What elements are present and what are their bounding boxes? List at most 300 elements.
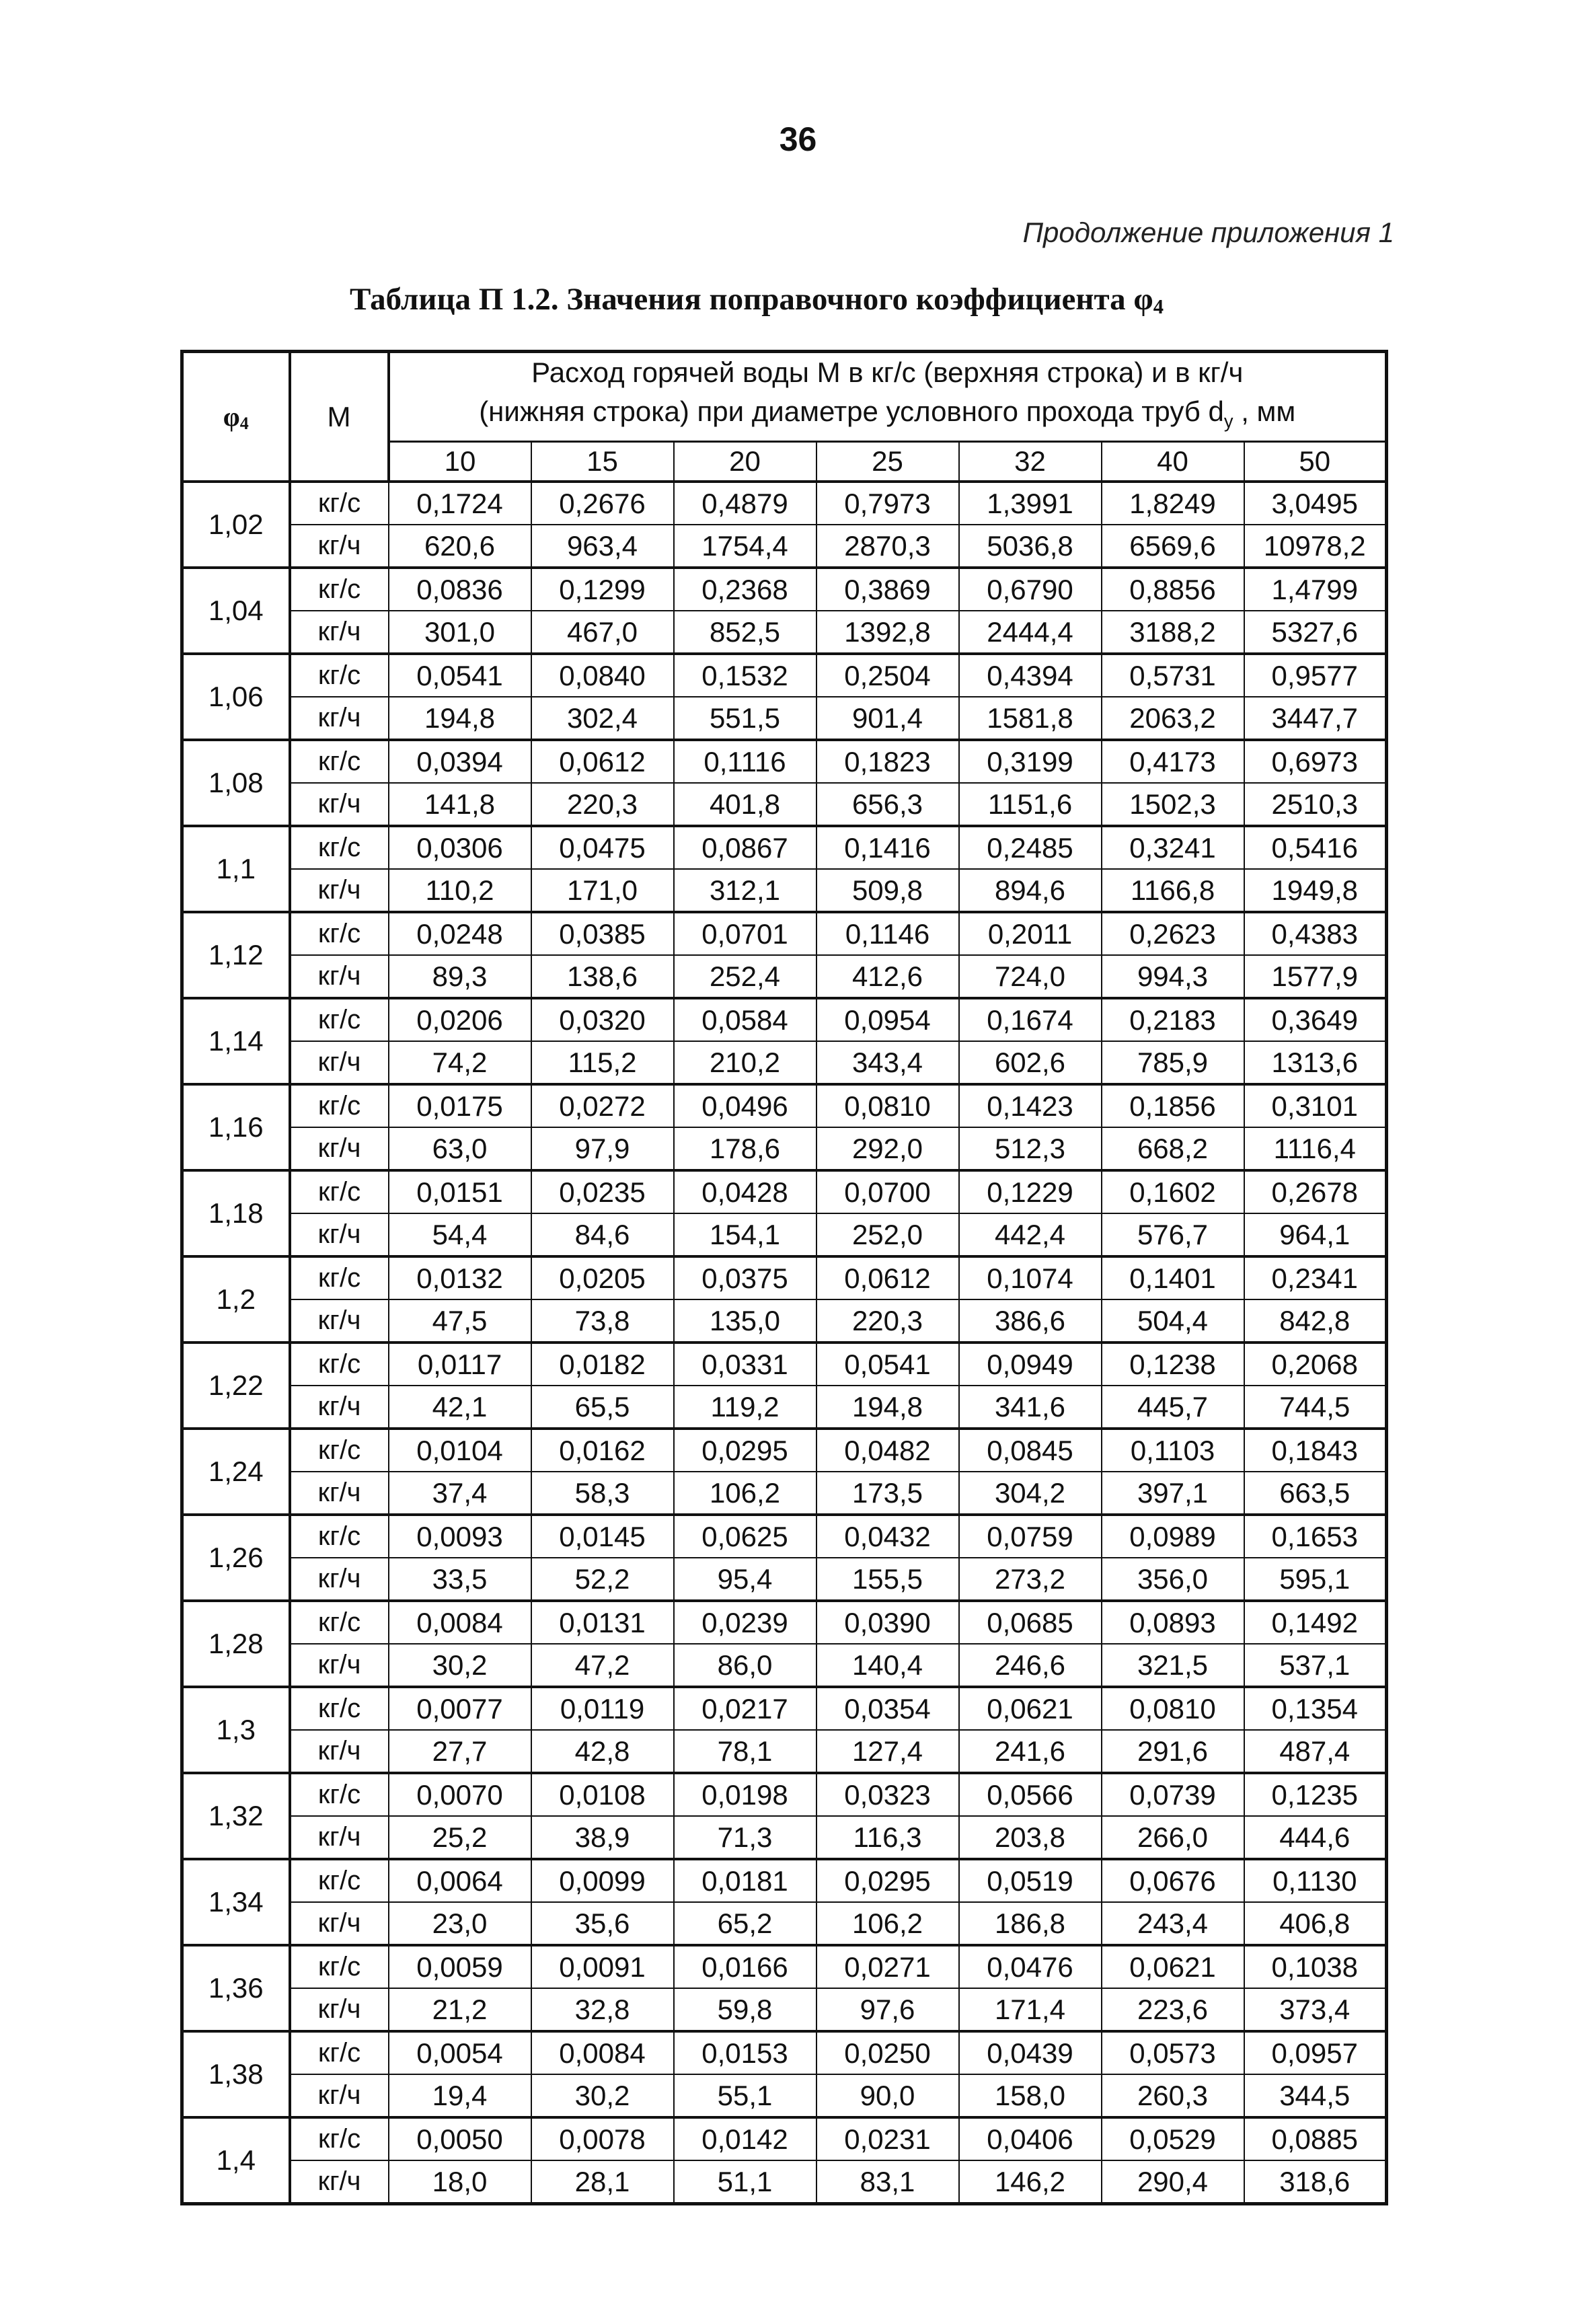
value-cell-kgs: 0,0272: [531, 1084, 674, 1127]
unit-cell-kgh: кг/ч: [290, 2160, 389, 2204]
value-cell-kgh: 252,0: [816, 1213, 959, 1256]
value-cell-kgs: 0,6790: [959, 568, 1102, 611]
unit-cell-kgh: кг/ч: [290, 1730, 389, 1773]
phi-value-cell: 1,16: [182, 1084, 290, 1170]
value-cell-kgs: 0,0131: [531, 1601, 674, 1644]
value-cell-kgs: 0,1116: [674, 740, 816, 783]
value-cell-kgh: 42,8: [531, 1730, 674, 1773]
value-cell-kgh: 373,4: [1244, 1988, 1387, 2031]
value-cell-kgs: 0,1238: [1102, 1343, 1244, 1386]
value-cell-kgs: 0,0099: [531, 1859, 674, 1902]
value-cell-kgh: 106,2: [816, 1902, 959, 1945]
value-cell-kgs: 0,1843: [1244, 1429, 1387, 1472]
table-row-kgh: [182, 783, 1387, 826]
value-cell-kgh: 71,3: [674, 1816, 816, 1859]
value-cell-kgh: 551,5: [674, 697, 816, 740]
value-cell-kgs: 0,0701: [674, 912, 816, 955]
value-cell-kgs: 0,0482: [816, 1429, 959, 1472]
diameter-header-cell: 15: [531, 442, 674, 482]
value-cell-kgs: 0,0104: [389, 1429, 531, 1472]
value-cell-kgs: 0,1416: [816, 826, 959, 869]
unit-cell-kgh: кг/ч: [290, 955, 389, 998]
value-cell-kgh: 576,7: [1102, 1213, 1244, 1256]
value-cell-kgh: 273,2: [959, 1558, 1102, 1601]
correction-coefficient-table: [180, 350, 1388, 2205]
value-cell-kgh: 964,1: [1244, 1213, 1387, 1256]
phi-value-cell: 1,02: [182, 482, 290, 568]
value-cell-kgh: 106,2: [674, 1472, 816, 1515]
value-cell-kgs: 0,9577: [1244, 654, 1387, 697]
value-cell-kgs: 0,0175: [389, 1084, 531, 1127]
value-cell-kgh: 25,2: [389, 1816, 531, 1859]
value-cell-kgh: 1577,9: [1244, 955, 1387, 998]
value-cell-kgh: 302,4: [531, 697, 674, 740]
table-row-kgs: [182, 1084, 1387, 1127]
value-cell-kgs: 0,7973: [816, 482, 959, 525]
value-cell-kgh: 2870,3: [816, 525, 959, 568]
phi-column-header: [182, 352, 290, 482]
phi-value-cell: 1,34: [182, 1859, 290, 1945]
value-cell-kgh: 1166,8: [1102, 869, 1244, 912]
value-cell-kgh: 620,6: [389, 525, 531, 568]
value-cell-kgh: 445,7: [1102, 1386, 1244, 1429]
value-cell-kgh: 155,5: [816, 1558, 959, 1601]
phi-value-cell: 1,4: [182, 2117, 290, 2204]
value-cell-kgh: 54,4: [389, 1213, 531, 1256]
value-cell-kgh: 5327,6: [1244, 611, 1387, 654]
unit-cell-kgh: кг/ч: [290, 525, 389, 568]
table-row-kgs: [182, 482, 1387, 525]
table-row-kgs: [182, 998, 1387, 1041]
value-cell-kgh: 186,8: [959, 1902, 1102, 1945]
value-cell-kgh: 58,3: [531, 1472, 674, 1515]
value-cell-kgs: 0,0198: [674, 1773, 816, 1816]
value-cell-kgs: 0,1229: [959, 1170, 1102, 1213]
table-row-kgs: [182, 1601, 1387, 1644]
phi-value-cell: 1,12: [182, 912, 290, 998]
phi-value-cell: 1,24: [182, 1429, 290, 1515]
value-cell-kgs: 0,1401: [1102, 1256, 1244, 1299]
value-cell-kgs: 0,0375: [674, 1256, 816, 1299]
value-cell-kgs: 0,0050: [389, 2117, 531, 2160]
value-cell-kgh: 178,6: [674, 1127, 816, 1170]
unit-cell-kgh: кг/ч: [290, 1902, 389, 1945]
diameter-header-cell: 20: [674, 442, 816, 482]
table-row-kgs: [182, 1515, 1387, 1558]
value-cell-kgh: 203,8: [959, 1816, 1102, 1859]
table-row-kgs: [182, 654, 1387, 697]
value-cell-kgh: 668,2: [1102, 1127, 1244, 1170]
value-cell-kgs: 0,1299: [531, 568, 674, 611]
table-title-symbol-sub: 4: [1153, 295, 1164, 319]
value-cell-kgs: 0,0810: [1102, 1687, 1244, 1730]
value-cell-kgs: 0,1724: [389, 482, 531, 525]
value-cell-kgs: 0,1674: [959, 998, 1102, 1041]
value-cell-kgs: 0,6973: [1244, 740, 1387, 783]
m-column-header: М: [290, 352, 389, 482]
unit-cell-kgs: кг/с: [290, 1945, 389, 1988]
table-row-kgs: [182, 1429, 1387, 1472]
value-cell-kgh: 30,2: [389, 1644, 531, 1687]
value-cell-kgs: 0,0394: [389, 740, 531, 783]
table-title: [350, 281, 1164, 319]
diameter-header-cell: 32: [959, 442, 1102, 482]
value-cell-kgs: 0,0320: [531, 998, 674, 1041]
value-cell-kgs: 0,1074: [959, 1256, 1102, 1299]
value-cell-kgh: 442,4: [959, 1213, 1102, 1256]
value-cell-kgh: 509,8: [816, 869, 959, 912]
value-cell-kgh: 51,1: [674, 2160, 816, 2204]
value-cell-kgh: 602,6: [959, 1041, 1102, 1084]
value-cell-kgs: 0,4879: [674, 482, 816, 525]
table-row-kgh: [182, 869, 1387, 912]
value-cell-kgh: 194,8: [816, 1386, 959, 1429]
value-cell-kgs: 0,0428: [674, 1170, 816, 1213]
value-cell-kgh: 10978,2: [1244, 525, 1387, 568]
value-cell-kgh: 30,2: [531, 2074, 674, 2117]
unit-cell-kgs: кг/с: [290, 1084, 389, 1127]
value-cell-kgh: 223,6: [1102, 1988, 1244, 2031]
value-cell-kgh: 487,4: [1244, 1730, 1387, 1773]
value-cell-kgs: 0,0306: [389, 826, 531, 869]
value-cell-kgh: 412,6: [816, 955, 959, 998]
unit-cell-kgh: кг/ч: [290, 1386, 389, 1429]
value-cell-kgh: 59,8: [674, 1988, 816, 2031]
value-cell-kgh: 406,8: [1244, 1902, 1387, 1945]
value-cell-kgs: 0,0519: [959, 1859, 1102, 1902]
value-cell-kgh: 35,6: [531, 1902, 674, 1945]
page-number: 36: [779, 120, 817, 158]
table-row-kgh: [182, 1386, 1387, 1429]
value-cell-kgh: 386,6: [959, 1299, 1102, 1343]
value-cell-kgs: 0,0217: [674, 1687, 816, 1730]
value-cell-kgh: 341,6: [959, 1386, 1102, 1429]
value-cell-kgs: 0,0529: [1102, 2117, 1244, 2160]
table-row-kgs: [182, 568, 1387, 611]
value-cell-kgs: 0,0949: [959, 1343, 1102, 1386]
phi-value-cell: 1,14: [182, 998, 290, 1084]
unit-cell-kgh: кг/ч: [290, 1127, 389, 1170]
value-cell-kgh: 291,6: [1102, 1730, 1244, 1773]
value-cell-kgs: 0,1653: [1244, 1515, 1387, 1558]
value-cell-kgh: 52,2: [531, 1558, 674, 1601]
diameter-header-cell: 40: [1102, 442, 1244, 482]
value-cell-kgs: 0,0235: [531, 1170, 674, 1213]
table-row-kgs: [182, 1687, 1387, 1730]
value-cell-kgh: 115,2: [531, 1041, 674, 1084]
value-cell-kgs: 0,2011: [959, 912, 1102, 955]
value-cell-kgh: 266,0: [1102, 1816, 1244, 1859]
value-cell-kgs: 0,0759: [959, 1515, 1102, 1558]
value-cell-kgh: 23,0: [389, 1902, 531, 1945]
value-cell-kgs: 0,0295: [816, 1859, 959, 1902]
table-row-kgh: [182, 1558, 1387, 1601]
value-cell-kgh: 21,2: [389, 1988, 531, 2031]
value-cell-kgh: 537,1: [1244, 1644, 1387, 1687]
value-cell-kgs: 0,2068: [1244, 1343, 1387, 1386]
value-cell-kgh: 444,6: [1244, 1816, 1387, 1859]
table-row-kgh: [182, 1041, 1387, 1084]
table-row-kgh: [182, 525, 1387, 568]
flow-rate-header: [389, 352, 1387, 442]
value-cell-kgs: 0,0119: [531, 1687, 674, 1730]
value-cell-kgh: 1502,3: [1102, 783, 1244, 826]
value-cell-kgs: 0,0108: [531, 1773, 674, 1816]
value-cell-kgh: 74,2: [389, 1041, 531, 1084]
value-cell-kgh: 1949,8: [1244, 869, 1387, 912]
value-cell-kgs: 0,0573: [1102, 2031, 1244, 2074]
value-cell-kgh: 116,3: [816, 1816, 959, 1859]
value-cell-kgs: 0,2623: [1102, 912, 1244, 955]
table-row-kgs: [182, 1343, 1387, 1386]
value-cell-kgs: 0,0676: [1102, 1859, 1244, 1902]
value-cell-kgh: 140,4: [816, 1644, 959, 1687]
value-cell-kgh: 994,3: [1102, 955, 1244, 998]
diameter-header-cell: 25: [816, 442, 959, 482]
value-cell-kgs: 0,1038: [1244, 1945, 1387, 1988]
value-cell-kgs: 0,0625: [674, 1515, 816, 1558]
value-cell-kgh: 292,0: [816, 1127, 959, 1170]
value-cell-kgs: 1,3991: [959, 482, 1102, 525]
value-cell-kgh: 119,2: [674, 1386, 816, 1429]
value-cell-kgh: 3188,2: [1102, 611, 1244, 654]
value-cell-kgh: 852,5: [674, 611, 816, 654]
value-cell-kgs: 0,0354: [816, 1687, 959, 1730]
phi-value-cell: 1,26: [182, 1515, 290, 1601]
value-cell-kgs: 0,5416: [1244, 826, 1387, 869]
value-cell-kgs: 0,0059: [389, 1945, 531, 1988]
value-cell-kgh: 2510,3: [1244, 783, 1387, 826]
value-cell-kgh: 504,4: [1102, 1299, 1244, 1343]
unit-cell-kgh: кг/ч: [290, 2074, 389, 2117]
table-row-kgs: [182, 1859, 1387, 1902]
diameter-header-cell: 50: [1244, 442, 1387, 482]
table-row-kgh: [182, 1644, 1387, 1687]
value-cell-kgh: 344,5: [1244, 2074, 1387, 2117]
value-cell-kgh: 42,1: [389, 1386, 531, 1429]
value-cell-kgh: 32,8: [531, 1988, 674, 2031]
value-cell-kgs: 0,0250: [816, 2031, 959, 2074]
value-cell-kgs: 0,0091: [531, 1945, 674, 1988]
value-cell-kgs: 0,1235: [1244, 1773, 1387, 1816]
value-cell-kgs: 0,0239: [674, 1601, 816, 1644]
value-cell-kgs: 0,0295: [674, 1429, 816, 1472]
table-row-kgh: [182, 697, 1387, 740]
value-cell-kgs: 0,0406: [959, 2117, 1102, 2160]
value-cell-kgs: 0,0145: [531, 1515, 674, 1558]
value-cell-kgh: 65,5: [531, 1386, 674, 1429]
value-cell-kgs: 0,3869: [816, 568, 959, 611]
value-cell-kgs: 0,0432: [816, 1515, 959, 1558]
value-cell-kgs: 0,1103: [1102, 1429, 1244, 1472]
unit-cell-kgs: кг/с: [290, 1859, 389, 1902]
value-cell-kgh: 171,0: [531, 869, 674, 912]
value-cell-kgs: 0,0248: [389, 912, 531, 955]
value-cell-kgs: 0,2678: [1244, 1170, 1387, 1213]
table-title-symbol: φ: [1133, 282, 1153, 317]
value-cell-kgh: 47,2: [531, 1644, 674, 1687]
value-cell-kgs: 0,0385: [531, 912, 674, 955]
value-cell-kgs: 1,8249: [1102, 482, 1244, 525]
value-cell-kgs: 0,0867: [674, 826, 816, 869]
value-cell-kgs: 0,3649: [1244, 998, 1387, 1041]
value-cell-kgh: 842,8: [1244, 1299, 1387, 1343]
value-cell-kgh: 401,8: [674, 783, 816, 826]
value-cell-kgs: 0,0957: [1244, 2031, 1387, 2074]
value-cell-kgs: 0,0584: [674, 998, 816, 1041]
value-cell-kgs: 0,0077: [389, 1687, 531, 1730]
value-cell-kgh: 65,2: [674, 1902, 816, 1945]
table-row-kgh: [182, 1127, 1387, 1170]
value-cell-kgh: 1151,6: [959, 783, 1102, 826]
unit-cell-kgs: кг/с: [290, 912, 389, 955]
value-cell-kgs: 0,0181: [674, 1859, 816, 1902]
table-row-kgh: [182, 1988, 1387, 2031]
unit-cell-kgh: кг/ч: [290, 1041, 389, 1084]
value-cell-kgh: 312,1: [674, 869, 816, 912]
value-cell-kgs: 1,4799: [1244, 568, 1387, 611]
value-cell-kgs: 0,0166: [674, 1945, 816, 1988]
value-cell-kgh: 220,3: [531, 783, 674, 826]
value-cell-kgh: 78,1: [674, 1730, 816, 1773]
value-cell-kgh: 5036,8: [959, 525, 1102, 568]
value-cell-kgs: 0,0323: [816, 1773, 959, 1816]
value-cell-kgh: 252,4: [674, 955, 816, 998]
phi-value-cell: 1,32: [182, 1773, 290, 1859]
value-cell-kgh: 97,9: [531, 1127, 674, 1170]
value-cell-kgs: 0,0475: [531, 826, 674, 869]
value-cell-kgs: 0,0142: [674, 2117, 816, 2160]
table-row-kgh: [182, 1730, 1387, 1773]
phi-value-cell: 1,36: [182, 1945, 290, 2031]
unit-cell-kgh: кг/ч: [290, 1213, 389, 1256]
value-cell-kgh: 260,3: [1102, 2074, 1244, 2117]
value-cell-kgs: 0,0496: [674, 1084, 816, 1127]
value-cell-kgh: 89,3: [389, 955, 531, 998]
value-cell-kgh: 246,6: [959, 1644, 1102, 1687]
unit-cell-kgs: кг/с: [290, 568, 389, 611]
value-cell-kgs: 0,0390: [816, 1601, 959, 1644]
value-cell-kgs: 0,0132: [389, 1256, 531, 1299]
table-row-kgs: [182, 2117, 1387, 2160]
unit-cell-kgs: кг/с: [290, 1256, 389, 1299]
value-cell-kgs: 0,1602: [1102, 1170, 1244, 1213]
value-cell-kgh: 290,4: [1102, 2160, 1244, 2204]
value-cell-kgh: 95,4: [674, 1558, 816, 1601]
value-cell-kgh: 86,0: [674, 1644, 816, 1687]
phi-header-symbol: φ: [223, 401, 240, 432]
value-cell-kgh: 663,5: [1244, 1472, 1387, 1515]
value-cell-kgs: 0,8856: [1102, 568, 1244, 611]
unit-cell-kgs: кг/с: [290, 482, 389, 525]
value-cell-kgs: 0,0476: [959, 1945, 1102, 1988]
table-row-kgh: [182, 1902, 1387, 1945]
value-cell-kgs: 0,0084: [389, 1601, 531, 1644]
table-row-kgh: [182, 1816, 1387, 1859]
value-cell-kgh: 158,0: [959, 2074, 1102, 2117]
value-cell-kgh: 963,4: [531, 525, 674, 568]
phi-value-cell: 1,18: [182, 1170, 290, 1256]
value-cell-kgs: 0,0231: [816, 2117, 959, 2160]
value-cell-kgh: 33,5: [389, 1558, 531, 1601]
diameter-header-cell: 10: [389, 442, 531, 482]
table-row-kgs: [182, 2031, 1387, 2074]
value-cell-kgh: 2444,4: [959, 611, 1102, 654]
value-cell-kgs: 0,2183: [1102, 998, 1244, 1041]
phi-value-cell: 1,1: [182, 826, 290, 912]
value-cell-kgh: 37,4: [389, 1472, 531, 1515]
value-cell-kgs: 0,0566: [959, 1773, 1102, 1816]
table-title-text: Таблица П 1.2. Значения поправочного коэффициента: [350, 282, 1134, 317]
unit-cell-kgs: кг/с: [290, 1773, 389, 1816]
value-cell-kgs: 0,0117: [389, 1343, 531, 1386]
value-cell-kgs: 0,0078: [531, 2117, 674, 2160]
value-cell-kgs: 0,0271: [816, 1945, 959, 1988]
value-cell-kgh: 28,1: [531, 2160, 674, 2204]
value-cell-kgh: 1392,8: [816, 611, 959, 654]
table-row-kgs: [182, 1945, 1387, 1988]
value-cell-kgs: 0,0331: [674, 1343, 816, 1386]
value-cell-kgs: 0,0054: [389, 2031, 531, 2074]
table-row-kgs: [182, 912, 1387, 955]
value-cell-kgh: 301,0: [389, 611, 531, 654]
value-cell-kgh: 785,9: [1102, 1041, 1244, 1084]
phi-value-cell: 1,22: [182, 1343, 290, 1429]
unit-cell-kgh: кг/ч: [290, 1472, 389, 1515]
value-cell-kgs: 0,0084: [531, 2031, 674, 2074]
value-cell-kgs: 0,0739: [1102, 1773, 1244, 1816]
unit-cell-kgs: кг/с: [290, 2117, 389, 2160]
unit-cell-kgs: кг/с: [290, 1515, 389, 1558]
unit-cell-kgs: кг/с: [290, 1170, 389, 1213]
value-cell-kgh: 343,4: [816, 1041, 959, 1084]
value-cell-kgs: 0,0612: [531, 740, 674, 783]
table-row-kgs: [182, 826, 1387, 869]
value-cell-kgh: 27,7: [389, 1730, 531, 1773]
flow-header-sub: у: [1223, 410, 1233, 432]
phi-value-cell: 1,2: [182, 1256, 290, 1343]
value-cell-kgh: 63,0: [389, 1127, 531, 1170]
table-row-kgs: [182, 1170, 1387, 1213]
value-cell-kgh: 595,1: [1244, 1558, 1387, 1601]
value-cell-kgh: 512,3: [959, 1127, 1102, 1170]
unit-cell-kgs: кг/с: [290, 654, 389, 697]
value-cell-kgs: 0,1856: [1102, 1084, 1244, 1127]
unit-cell-kgh: кг/ч: [290, 869, 389, 912]
phi-value-cell: 1,08: [182, 740, 290, 826]
value-cell-kgs: 0,1130: [1244, 1859, 1387, 1902]
table-row-kgh: [182, 2160, 1387, 2204]
phi-value-cell: 1,38: [182, 2031, 290, 2117]
value-cell-kgh: 656,3: [816, 783, 959, 826]
value-cell-kgh: 304,2: [959, 1472, 1102, 1515]
value-cell-kgs: 0,4383: [1244, 912, 1387, 955]
value-cell-kgs: 0,1823: [816, 740, 959, 783]
unit-cell-kgh: кг/ч: [290, 1644, 389, 1687]
value-cell-kgh: 1313,6: [1244, 1041, 1387, 1084]
value-cell-kgh: 744,5: [1244, 1386, 1387, 1429]
value-cell-kgh: 110,2: [389, 869, 531, 912]
value-cell-kgh: 73,8: [531, 1299, 674, 1343]
value-cell-kgh: 356,0: [1102, 1558, 1244, 1601]
value-cell-kgh: 243,4: [1102, 1902, 1244, 1945]
value-cell-kgs: 0,0612: [816, 1256, 959, 1299]
phi-value-cell: 1,06: [182, 654, 290, 740]
unit-cell-kgs: кг/с: [290, 1343, 389, 1386]
value-cell-kgh: 194,8: [389, 697, 531, 740]
unit-cell-kgh: кг/ч: [290, 783, 389, 826]
value-cell-kgs: 0,0989: [1102, 1515, 1244, 1558]
